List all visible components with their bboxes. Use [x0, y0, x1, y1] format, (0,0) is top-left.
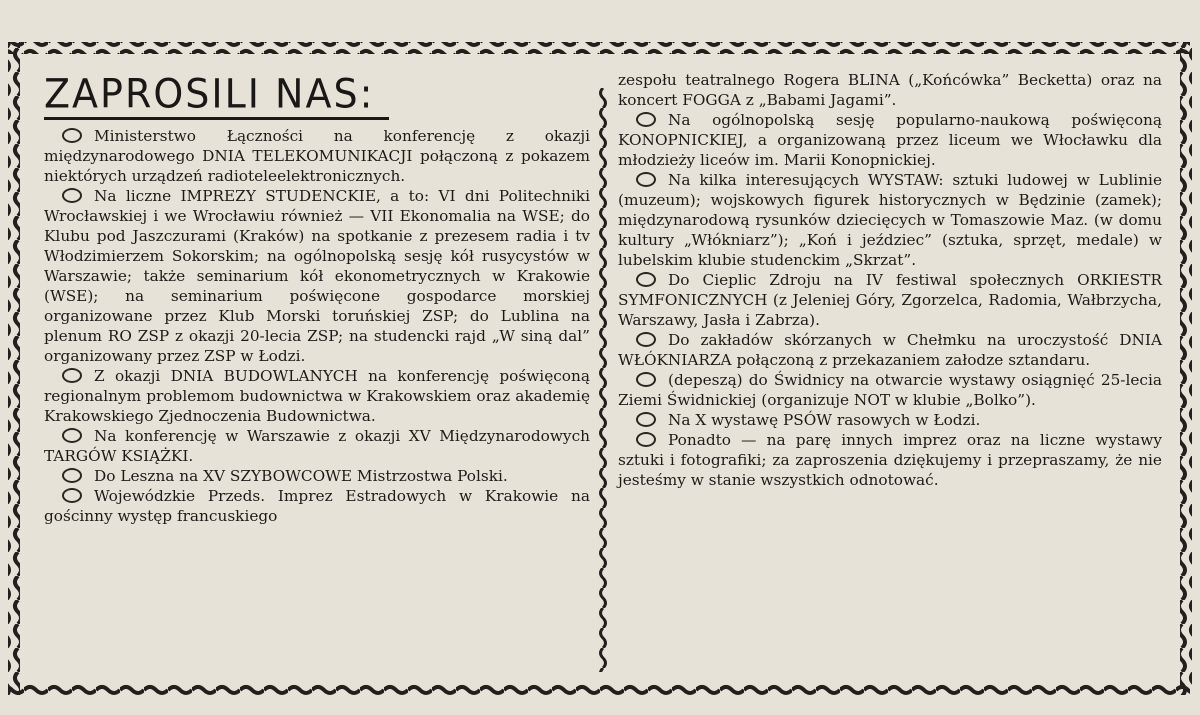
- circle-bullet-icon: [62, 428, 82, 443]
- entry-text: Na X wystawę PSÓW rasowych w Łodzi.: [668, 411, 981, 429]
- left-column: [44, 126, 590, 526]
- circle-bullet-icon: [62, 188, 82, 203]
- circle-bullet-icon: [636, 272, 656, 287]
- entry-text: Do Leszna na XV SZYBOWCOWE Mistrzostwa Polski.: [94, 467, 508, 485]
- circle-bullet-icon: [636, 112, 656, 127]
- entry-text: Na ogólnopolską sesję popularno-naukową poświęconą KONOPNICKIEJ, a organizowaną przez liceum we Włocławku dla młodzieży liceów im. Marii Konopnickiej.: [618, 111, 1162, 169]
- entry-text: (depeszą) do Świdnicy na otwarcie wystawy osiągnięć 25-lecia Ziemi Świdnickiej (organizuje NOT w klubie „Bolko”).: [618, 371, 1162, 409]
- circle-bullet-icon: [636, 432, 656, 447]
- list-item: [44, 186, 590, 366]
- list-item: [44, 126, 590, 186]
- entry-text: Ponadto — na parę innych imprez oraz na liczne wystawy sztuki i fotografiki; za zaproszenia dziękujemy i przepraszamy, że nie jesteśmy w stanie wszystkich odnotować.: [618, 431, 1162, 489]
- entry-text: Ministerstwo Łączności na konferencję z okazji międzynarodowego DNIA TELEKOMUNIKACJI połączoną z pokazem niektórych urządzeń radioteleelektronicznych.: [44, 127, 590, 185]
- entry-text: Na konferencję w Warszawie z okazji XV Międzynarodowych TARGÓW KSIĄŻKI.: [44, 427, 590, 465]
- list-item: [44, 426, 590, 466]
- circle-bullet-icon: [62, 128, 82, 143]
- entry-text: Do Cieplic Zdroju na IV festiwal społecznych ORKIESTR SYMFONICZNYCH (z Jeleniej Góry, Zgorzelca, Radomia, Wałbrzycha, Warszawy, Jasła i Zabrza).: [618, 271, 1162, 329]
- circle-bullet-icon: [62, 488, 82, 503]
- list-item: [618, 110, 1162, 170]
- circle-bullet-icon: [636, 332, 656, 347]
- right-column: [618, 70, 1162, 490]
- entry-text: Na kilka interesujących WYSTAW: sztuki ludowej w Lublinie (muzeum); wojskowych figurek historycznych w Będzinie (zamek); międzynarodową rysunków dziecięcych w Tomaszowie Maz. (w domu kultury „Włókniarz”); „Koń i jeździec” (sztuka, sprzęt, medale) w lubelskim klubie studenckim „Skrzat”.: [618, 171, 1162, 269]
- list-item: [44, 486, 590, 526]
- list-item: [44, 366, 590, 426]
- list-item: [618, 370, 1162, 410]
- circle-bullet-icon: [62, 468, 82, 483]
- circle-bullet-icon: [636, 372, 656, 387]
- entry-text: Wojewódzkie Przeds. Imprez Estradowych w Krakowie na gościnny występ francuskiego: [44, 487, 590, 525]
- list-item: [618, 170, 1162, 270]
- entry-text: Do zakładów skórzanych w Chełmku na uroczystość DNIA WŁÓKNIARZA połączoną z przekazaniem załodze sztandaru.: [618, 331, 1162, 369]
- list-item: [44, 466, 590, 486]
- continued-text: zespołu teatralnego Rogera BLINA („Końcówka” Becketta) oraz na koncert FOGGA z „Babami Jagami”.: [618, 71, 1162, 109]
- circle-bullet-icon: [636, 172, 656, 187]
- page-title: ZAPROSILI NAS:: [44, 70, 375, 118]
- title-underline: [44, 117, 389, 120]
- circle-bullet-icon: [62, 368, 82, 383]
- list-item: [618, 330, 1162, 370]
- entry-text: Na liczne IMPREZY STUDENCKIE, a to: VI dni Politechniki Wrocławskiej i we Wrocławiu również — VII Ekonomalia na WSE; do Klubu pod Jaszczurami (Kraków) na spotkanie z prezesem radia i tv Włodzimierzem Sokorskim; na ogólnopolską sesję kół rusycystów w Warszawie; także seminarium kół ekonometrycznych w Krakowie (WSE); na seminarium poświęcone gospodarce morskiej organizowane przez Klub Morski toruńskiej ZSP; do Lublina na plenum RO ZSP z okazji 20-lecia ZSP; na studencki rajd „W siną dal” organizowany przez ZSP w Łodzi.: [44, 187, 590, 365]
- column-divider: [598, 88, 608, 672]
- list-item: [618, 270, 1162, 330]
- list-item: [618, 410, 1162, 430]
- circle-bullet-icon: [636, 412, 656, 427]
- list-item: [618, 430, 1162, 490]
- entry-text: Z okazji DNIA BUDOWLANYCH na konferencję poświęconą regionalnym problemom budownictwa w Krakowskiem oraz akademię Krakowskiego Zjednoczenia Budownictwa.: [44, 367, 590, 425]
